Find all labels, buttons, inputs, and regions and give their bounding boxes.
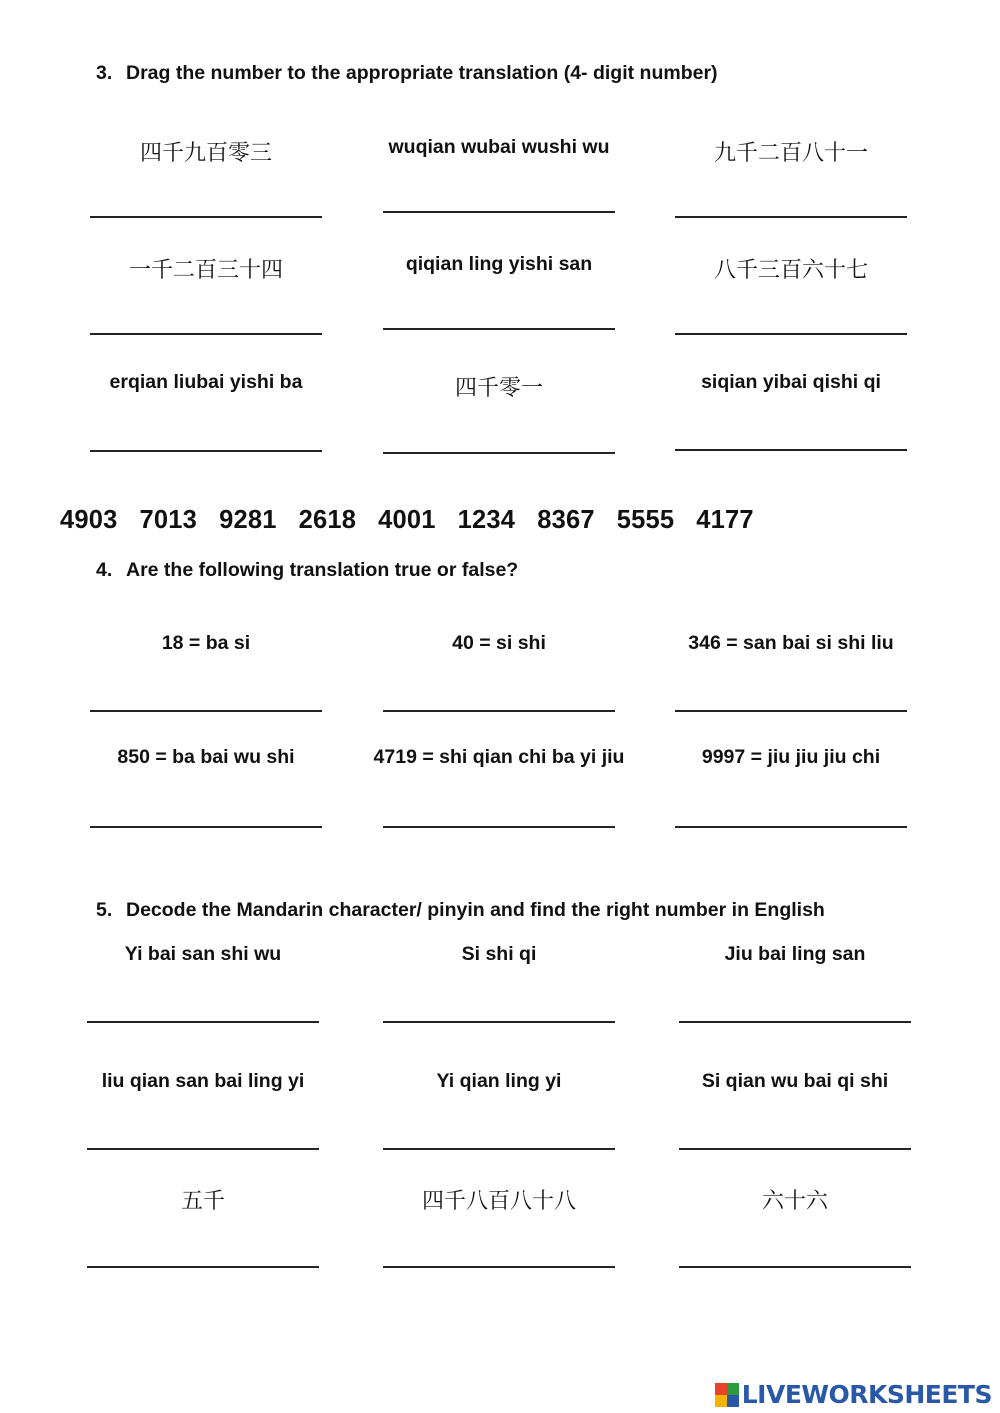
q4-item-label: 850 = ba bai wu shi — [117, 746, 295, 768]
q3-item-label: 四千零一 — [454, 376, 543, 401]
q3-item-label: siqian yibai qishi qi — [701, 371, 881, 393]
answer-drop-zone[interactable] — [675, 333, 907, 335]
logo-square — [727, 1395, 739, 1407]
q4-row-1 — [0, 632, 1000, 747]
answer-blank[interactable] — [679, 1148, 911, 1150]
logo-square — [715, 1395, 727, 1407]
logo-square — [715, 1383, 727, 1395]
draggable-number[interactable]: 4903 — [60, 506, 118, 534]
answer-blank[interactable] — [87, 1266, 319, 1268]
draggable-number[interactable]: 9281 — [219, 506, 277, 534]
q4-title-text: Are the following translation true or false? — [126, 559, 519, 581]
answer-blank[interactable] — [675, 826, 907, 828]
q5-item-label: liu qian san bai ling yi — [101, 1070, 305, 1092]
q5-title — [96, 899, 825, 922]
answer-blank[interactable] — [90, 826, 322, 828]
answer-blank[interactable] — [679, 1021, 911, 1023]
q5-row-3 — [0, 1184, 1000, 1299]
q4-item-label: 9997 = jiu jiu jiu chi — [701, 746, 881, 768]
draggable-number[interactable]: 4001 — [378, 506, 436, 534]
q3-number: 3. — [96, 62, 113, 84]
q5-title-text: Decode the Mandarin character/ pinyin and find the right number in English — [126, 899, 825, 921]
q3-item-label: qiqian ling yishi san — [405, 253, 593, 275]
answer-blank[interactable] — [87, 1021, 319, 1023]
draggable-number[interactable]: 7013 — [139, 506, 198, 534]
q5-item-label: 四千八百八十八 — [421, 1189, 576, 1214]
q4-number: 4. — [96, 559, 113, 581]
answer-blank[interactable] — [90, 710, 322, 712]
draggable-number[interactable]: 4177 — [696, 506, 754, 534]
answer-drop-zone[interactable] — [90, 216, 322, 218]
answer-blank[interactable] — [679, 1266, 911, 1268]
q4-row-2 — [0, 746, 1000, 861]
q3-row-1 — [0, 136, 1000, 251]
answer-drop-zone[interactable] — [675, 449, 907, 451]
q5-item-label: 五千 — [180, 1189, 225, 1214]
q5-number: 5. — [96, 899, 113, 921]
answer-blank[interactable] — [383, 1148, 615, 1150]
answer-drop-zone[interactable] — [383, 328, 615, 330]
q3-title-text: Drag the number to the appropriate translation (4- digit number) — [126, 62, 718, 84]
q4-title — [96, 559, 518, 582]
number-bank — [60, 506, 776, 535]
q3-row-2 — [0, 253, 1000, 368]
q3-row-3 — [0, 371, 1000, 486]
draggable-number[interactable]: 8367 — [537, 506, 595, 534]
q5-item-label: Yi qian ling yi — [436, 1070, 562, 1092]
answer-blank[interactable] — [383, 1266, 615, 1268]
answer-drop-zone[interactable] — [383, 211, 615, 213]
q4-item-label: 4719 = shi qian chi ba yi jiu — [373, 746, 625, 768]
draggable-number[interactable]: 5555 — [616, 506, 675, 534]
answer-blank[interactable] — [675, 710, 907, 712]
answer-drop-zone[interactable] — [90, 333, 322, 335]
q5-item-label: Jiu bai ling san — [724, 943, 866, 965]
q3-item-label: 四千九百零三 — [139, 141, 272, 166]
logo-text: LIVEWORKSHEETS — [741, 1380, 992, 1409]
q5-item-label: Si qian wu bai qi shi — [701, 1070, 889, 1092]
answer-blank[interactable] — [383, 1021, 615, 1023]
q5-row-2 — [0, 1070, 1000, 1185]
q4-item-label: 18 = ba si — [161, 632, 251, 654]
q3-item-label: erqian liubai yishi ba — [109, 371, 303, 393]
answer-blank[interactable] — [383, 826, 615, 828]
draggable-number[interactable]: 1234 — [457, 506, 516, 534]
logo-square — [727, 1383, 739, 1395]
answer-drop-zone[interactable] — [675, 216, 907, 218]
answer-blank[interactable] — [383, 710, 615, 712]
q3-item-label: 八千三百六十七 — [713, 258, 868, 283]
q5-row-1 — [0, 943, 1000, 1058]
logo-squares-icon — [715, 1383, 739, 1407]
q5-item-label: Yi bai san shi wu — [124, 943, 282, 965]
q5-item-label: 六十六 — [761, 1189, 828, 1214]
q4-item-label: 40 = si shi — [452, 632, 546, 654]
q3-title — [96, 62, 718, 85]
q3-item-label: 九千二百八十一 — [713, 141, 868, 166]
answer-blank[interactable] — [87, 1148, 319, 1150]
q4-item-label: 346 = san bai si shi liu — [688, 632, 894, 654]
answer-drop-zone[interactable] — [90, 450, 322, 452]
q3-item-label: wuqian wubai wushi wu — [388, 136, 610, 158]
q5-item-label: Si shi qi — [461, 943, 537, 965]
draggable-number[interactable]: 2618 — [298, 506, 357, 534]
answer-drop-zone[interactable] — [383, 452, 615, 454]
q3-item-label: 一千二百三十四 — [128, 258, 283, 283]
liveworksheets-logo — [715, 1380, 992, 1409]
